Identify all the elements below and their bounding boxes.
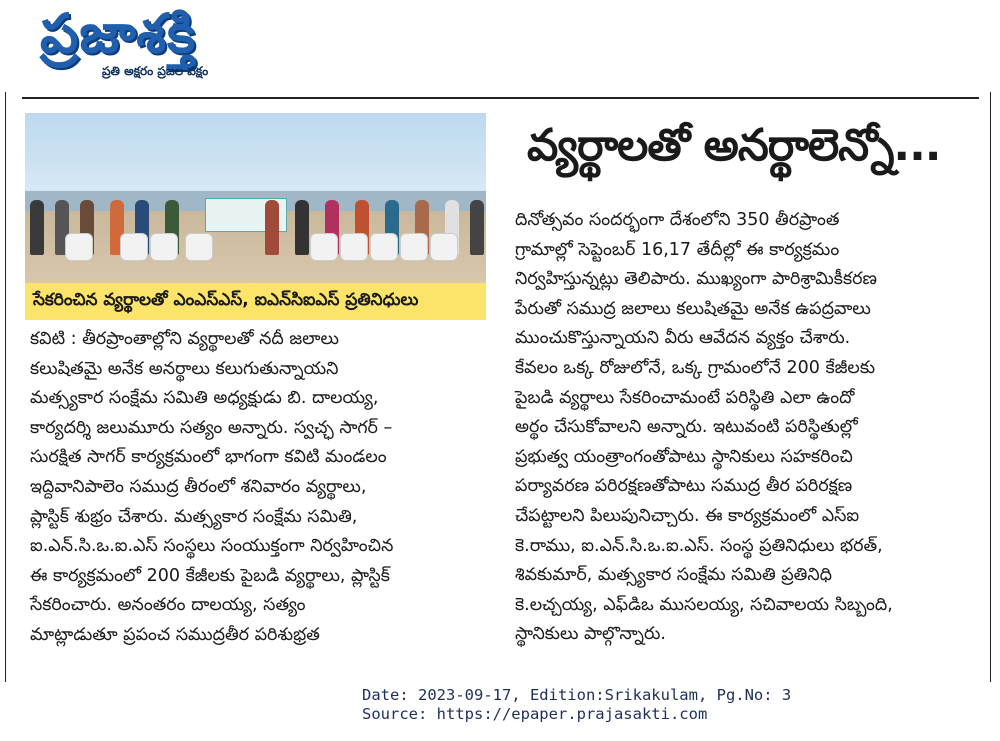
photo-bag — [120, 233, 148, 261]
article-line: ఇద్దివానిపాలెం సముద్ర తీరంలో శనివారం వ్యర్థాలు, — [30, 476, 367, 497]
masthead-logo — [40, 2, 285, 80]
article-line: కార్యదర్శి జలుమూరు సత్యం అన్నారు. స్వచ్ఛ సాగర్ – — [30, 417, 393, 438]
photo-person — [30, 200, 44, 255]
article-line: ప్రభుత్వ యంత్రాంగంతోపాటు స్థానికులు సహకరించి — [515, 446, 853, 467]
footer-date-line: Date: 2023-09-17, Edition:Srikakulam, Pg.No: 3 — [362, 686, 792, 704]
article-line: పైబడి వ్యర్థాలు సేకరించామంటే పరిస్థితి ఎలా ఉందో — [515, 387, 855, 408]
article-line: కలుషితమై అనేక అనర్థాలు కలుగుతున్నాయని — [30, 358, 339, 379]
photo-bag — [340, 233, 368, 261]
article-line: గ్రామాల్లో సెప్టెంబర్ 16,17 తేదీల్లో ఈ కార్యక్రమం — [515, 239, 840, 260]
article-line: స్థానికులు పాల్గొన్నారు. — [515, 624, 666, 645]
article-right-column — [515, 206, 970, 650]
article-line: దినోత్సవం సందర్భంగా దేశంలోని 350 తీరప్రాంత — [515, 210, 840, 230]
news-photo — [25, 113, 486, 283]
article-line: చేపట్టాలని పిలుపునిచ్చారు. ఈ కార్యక్రమంలో ఎస్ఐ — [515, 505, 860, 526]
photo-person — [265, 200, 279, 255]
article-line: మాట్లాడుతూ ప్రపంచ సముద్రతీర పరిశుభ్రత — [30, 624, 320, 645]
article-line: కేవలం ఒక్క రోజులోనే, ఒక్క గ్రామంలోనే 200 కేజీలకు — [515, 357, 876, 378]
article-line: శివకుమార్, మత్స్యకార సంక్షేమ సమితి ప్రతినిధి — [515, 565, 832, 586]
article-line: సేకరించారు. అనంతరం దాలయ్య, సత్యం — [30, 595, 306, 616]
article-line: ఈ కార్యక్రమంలో 200 కేజీలకు పైబడి వ్యర్థాలు, ప్లాస్టిక్ — [30, 565, 390, 586]
article-line: ఐ.ఎన్.సి.ఒ.ఐ.ఎస్ సంస్థలు సంయుక్తంగా నిర్వహించిన — [30, 536, 394, 557]
photo-caption — [25, 283, 486, 320]
article-headline: వ్యర్థాలతో అనర్థాలెన్నో... — [527, 120, 941, 171]
article-line: పేరుతో సముద్ర జలాలు కలుషితమై అనేక ఉపద్రవాలు — [515, 298, 871, 319]
article-line: అర్థం చేసుకోవాలని అన్నారు. ఇటువంటి పరిస్థితుల్లో — [515, 417, 858, 438]
article-left-column — [30, 325, 486, 651]
article-line: కవిటి : తీరప్రాంతాల్లోని వ్యర్థాలతో నదీ జలాలు — [30, 329, 339, 349]
photo-bag — [150, 233, 178, 261]
photo-person — [295, 200, 309, 255]
photo-bag — [310, 233, 338, 261]
article-line: ముంచుకొస్తున్నాయని వీరు ఆవేదన వ్యక్తం చేశారు. — [515, 328, 851, 349]
logo-tagline: ప్రతి అక్షరం ప్రజల పక్షం — [102, 64, 209, 78]
page-footer — [362, 686, 791, 724]
photo-bag — [430, 233, 458, 261]
photo-bag — [185, 233, 213, 261]
photo-bag — [65, 233, 93, 261]
right-border — [990, 92, 991, 682]
photo-bag — [370, 233, 398, 261]
article-line: కె.రాము, ఐ.ఎన్.సి.ఒ.ఐ.ఎస్. సంస్థ ప్రతినిధులు భరత్, — [515, 535, 883, 556]
logo-text: ప్రజాశక్తి — [40, 2, 197, 65]
header-rule — [22, 97, 979, 99]
photo-caption-text: సేకరించిన వ్యర్థాలతో ఎంఎస్ఎస్, ఐఎన్‌సిఐఎస్ ప్రతినిధులు — [33, 290, 419, 310]
article-line: నిర్వహిస్తున్నట్లు తెలిపారు. ముఖ్యంగా పారిశ్రామికీకరణ — [515, 269, 877, 290]
photo-bag — [400, 233, 428, 261]
left-border — [5, 92, 6, 682]
article-line: సురక్షిత సాగర్ కార్యక్రమంలో భాగంగా కవిటి మండలం — [30, 447, 387, 468]
footer-source-line: Source: https://epaper.prajasakti.com — [362, 705, 708, 723]
article-line: కె.లచ్చయ్య, ఎఫ్‌డిఒ ముసలయ్య, సచివాలయ సిబ్బంది, — [515, 594, 893, 615]
article-line: ప్లాస్టిక్ శుభ్రం చేశారు. మత్స్యకార సంక్షేమ సమితి, — [30, 506, 358, 527]
article-line: మత్స్యకార సంక్షేమ సమితి అధ్యక్షుడు బి. దాలయ్య, — [30, 388, 379, 409]
article-line: పర్యావరణ పరిరక్షణతోపాటు సముద్ర తీర పరిరక్షణ — [515, 476, 853, 497]
photo-person — [470, 200, 484, 255]
